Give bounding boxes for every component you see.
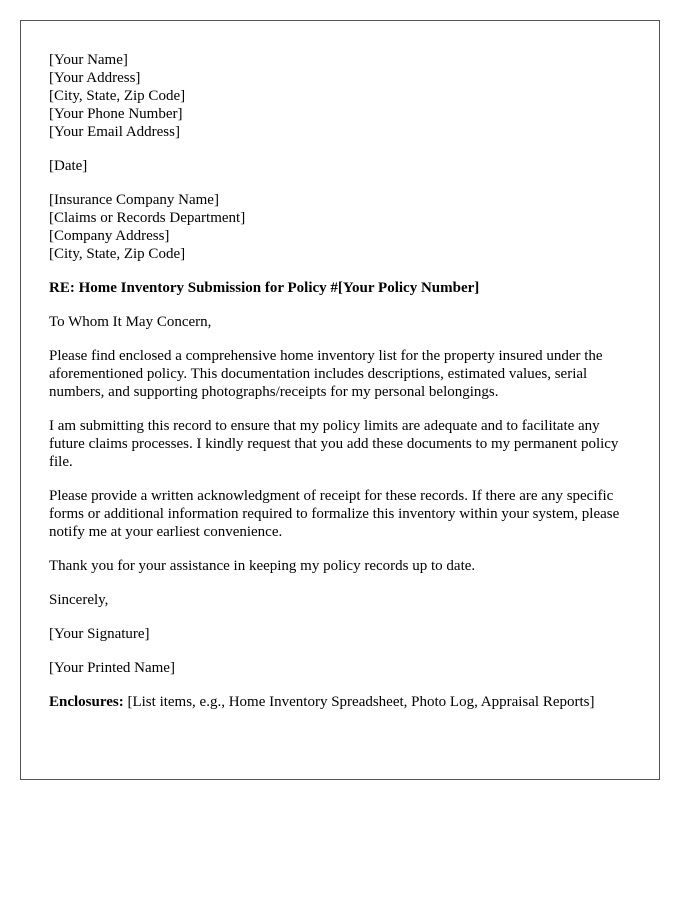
recipient-block xyxy=(49,191,631,263)
letter-document xyxy=(20,20,660,780)
subject-line: RE: Home Inventory Submission for Policy #[Your Policy Number] xyxy=(49,280,480,296)
sender-name: [Your Name] xyxy=(49,52,128,68)
sender-address: [Your Address] xyxy=(49,70,141,86)
sender-email: [Your Email Address] xyxy=(49,124,180,140)
body-paragraph: Please provide a written acknowledgment of receipt for these records. If there are any specific forms or additional information required to formalize this inventory within your system, please notify me at your earliest convenience. xyxy=(49,488,620,540)
signature-placeholder: [Your Signature] xyxy=(49,626,150,642)
closing: Sincerely, xyxy=(49,592,109,608)
enclosures-line xyxy=(49,693,631,711)
salutation: To Whom It May Concern, xyxy=(49,314,212,330)
letter-date: [Date] xyxy=(49,158,88,174)
recipient-department: [Claims or Records Department] xyxy=(49,210,246,226)
recipient-company: [Insurance Company Name] xyxy=(49,192,219,208)
enclosures-text: [List items, e.g., Home Inventory Spreadsheet, Photo Log, Appraisal Reports] xyxy=(123,694,595,710)
recipient-city-state-zip: [City, State, Zip Code] xyxy=(49,246,186,262)
body-paragraph: Thank you for your assistance in keeping my policy records up to date. xyxy=(49,558,476,574)
printed-name: [Your Printed Name] xyxy=(49,660,175,676)
sender-phone: [Your Phone Number] xyxy=(49,106,183,122)
enclosures-label: Enclosures: xyxy=(49,694,124,710)
recipient-address: [Company Address] xyxy=(49,228,170,244)
body-paragraph: Please find enclosed a comprehensive home inventory list for the property insured under the aforementioned policy. This documentation includes descriptions, estimated values, serial numbers, and supporting photographs/receipts for my personal belongings. xyxy=(49,348,603,400)
sender-city-state-zip: [City, State, Zip Code] xyxy=(49,88,186,104)
sender-block xyxy=(49,51,631,141)
body-paragraph: I am submitting this record to ensure that my policy limits are adequate and to facilitate any future claims processes. I kindly request that you add these documents to my permanent policy file. xyxy=(49,418,619,470)
